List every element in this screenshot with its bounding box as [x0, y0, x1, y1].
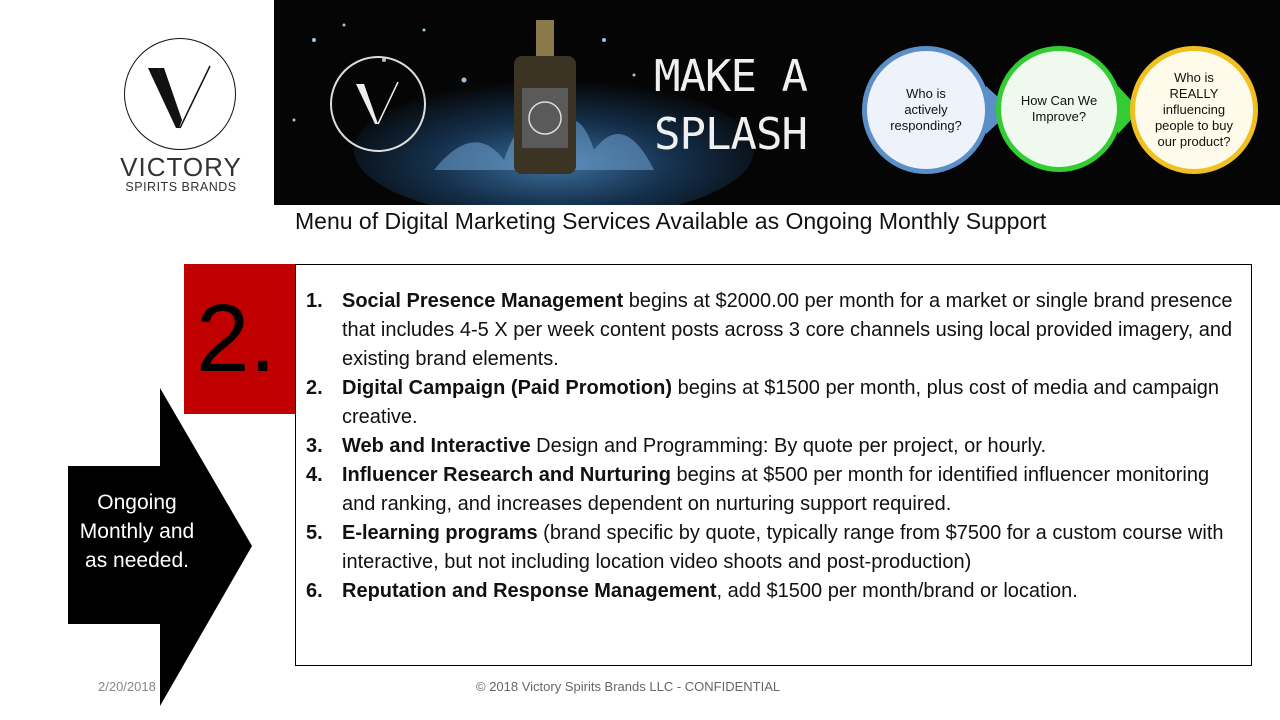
circle-1-text: Who is actively responding?	[890, 86, 962, 133]
service-item	[306, 519, 1236, 577]
section-number: 2.	[196, 285, 277, 392]
service-title: Digital Campaign (Paid Promotion)	[342, 377, 673, 399]
service-title: Influencer Research and Nurturing	[342, 464, 671, 486]
arrow-label: Ongoing Monthly and as needed.	[79, 491, 195, 572]
service-title: Web and Interactive	[342, 435, 531, 457]
services-list	[306, 287, 1236, 606]
circle-2-text: How Can We Improve?	[1020, 93, 1098, 124]
service-description: begins at $2000.00 per month for a market or single brand presence that includes 4-5 X per week content posts across 3 core channels using local provided imagery, and existing brand elements.	[342, 290, 1233, 370]
service-description: (brand specific by quote, typically range from $7500 for a custom course with interactive, but not including location video shoots and post-production)	[342, 522, 1224, 573]
banner-logo-icon	[330, 56, 426, 152]
logo-name: VICTORY	[120, 152, 242, 182]
company-logo	[118, 36, 244, 206]
page-subtitle: Menu of Digital Marketing Services Available as Ongoing Monthly Support	[295, 208, 1047, 234]
service-number: 2.	[306, 377, 323, 399]
service-description: , add $1500 per month/brand or location.	[716, 580, 1078, 602]
footer-copyright: © 2018 Victory Spirits Brands LLC - CONFIDENTIAL	[476, 679, 781, 694]
service-item	[306, 374, 1236, 432]
headline-line-2: SPLASH	[654, 109, 807, 160]
logo-subtitle: SPIRITS BRANDS	[125, 180, 237, 194]
circle-who-influencing	[1130, 46, 1258, 174]
service-number: 6.	[306, 580, 323, 602]
service-item	[306, 577, 1236, 606]
service-description: begins at $1500 per month, plus cost of media and campaign creative.	[342, 377, 1220, 428]
service-title: E-learning programs	[342, 522, 538, 544]
circle-how-improve	[996, 46, 1122, 172]
v-mark-icon	[118, 36, 242, 152]
service-item	[306, 432, 1236, 461]
service-number: 3.	[306, 435, 323, 457]
service-title: Social Presence Management	[342, 290, 624, 312]
banner-headline	[654, 48, 807, 164]
service-description: begins at $500 per month for identified influencer monitoring and ranking, and increases dependent on nurturing support required.	[342, 464, 1210, 515]
headline-line-1: MAKE A	[654, 51, 807, 102]
circle-3-text: Who is REALLY influencing people to buy our product?	[1154, 70, 1234, 149]
service-item	[306, 287, 1236, 374]
service-number: 5.	[306, 522, 323, 544]
service-number: 4.	[306, 464, 323, 486]
footer-date: 2/20/2018	[98, 679, 156, 694]
circle-who-responding	[862, 46, 990, 174]
service-description: Design and Programming: By quote per project, or hourly.	[530, 435, 1047, 457]
service-number: 1.	[306, 290, 323, 312]
service-title: Reputation and Response Management	[342, 580, 717, 602]
service-item	[306, 461, 1236, 519]
services-box	[295, 264, 1252, 666]
